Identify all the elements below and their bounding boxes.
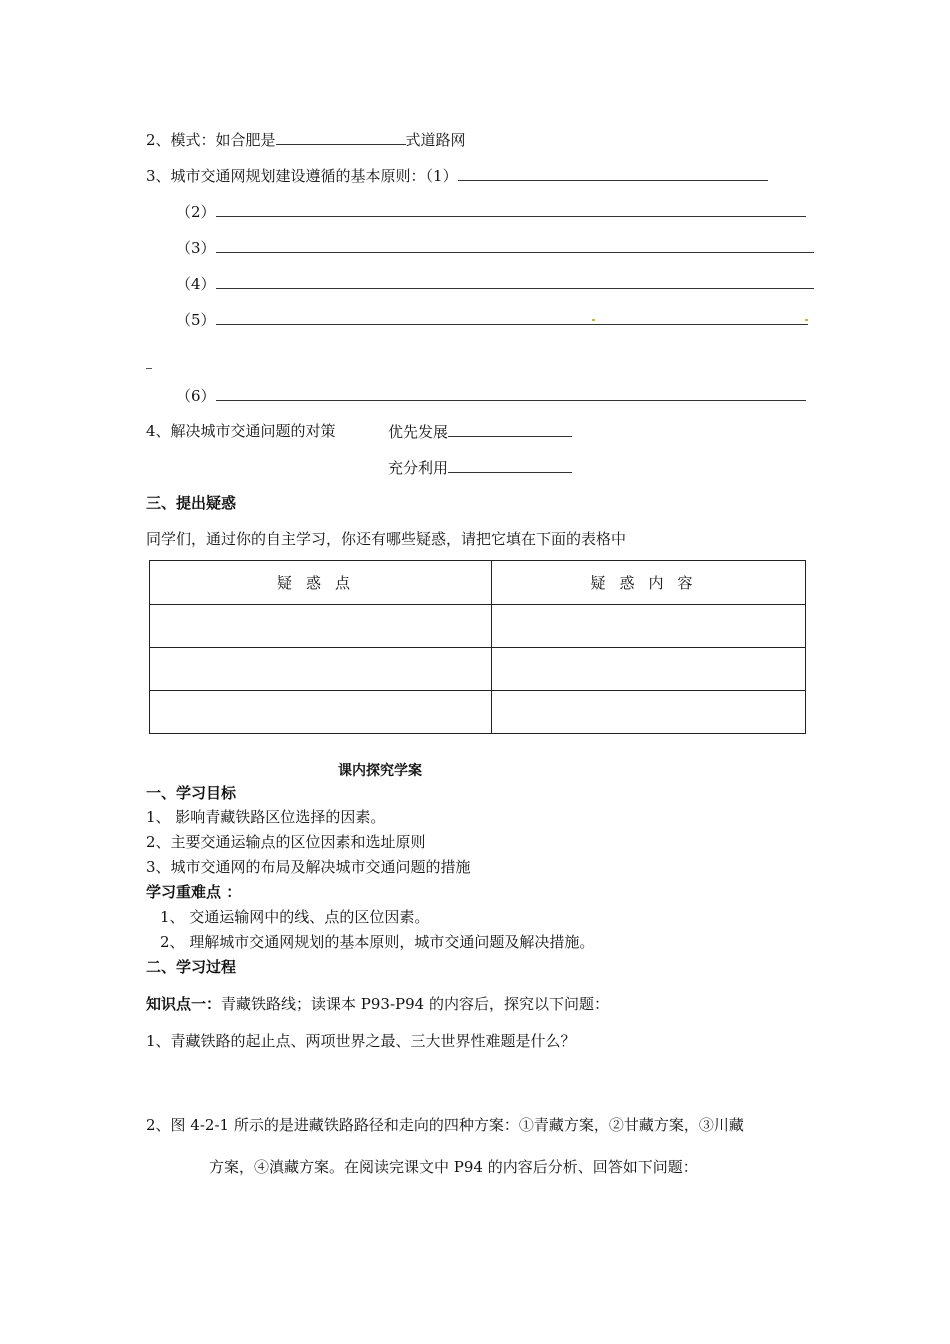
header-doubt-point: 疑惑点 [150, 561, 492, 605]
fill-blank[interactable] [216, 308, 808, 325]
header-doubt-content: 疑惑内容 [492, 561, 806, 605]
stray-underline [146, 368, 152, 369]
doubts-heading: 三、提出疑惑 [146, 494, 237, 512]
principle-label: （5） [176, 311, 216, 329]
key-points-heading: 学习重难点 ： [146, 883, 242, 901]
table-cell[interactable] [492, 648, 806, 691]
fill-blank[interactable] [458, 164, 768, 181]
table-row [150, 648, 806, 691]
goal-item: 2、主要交通运输点的区位因素和选址原则 [146, 833, 426, 851]
doubts-table [149, 560, 806, 734]
fill-blank[interactable] [216, 272, 814, 289]
edit-mark [592, 319, 595, 321]
principle-item [176, 384, 806, 406]
principle-label: （3） [176, 239, 216, 257]
key-point-item: 1、 交通运输网中的线、点的区位因素。 [160, 908, 430, 926]
knowledge-point-label: 知识点一： [146, 995, 222, 1013]
table-cell[interactable] [492, 691, 806, 734]
fill-blank[interactable] [216, 200, 806, 217]
countermeasure-a-label: 优先发展 [388, 423, 449, 441]
principle-item [176, 236, 814, 258]
question-2-prefix: 2、模式：如合肥是 [146, 131, 276, 149]
table-cell[interactable] [492, 605, 806, 648]
fill-blank[interactable] [216, 236, 814, 253]
table-header-row [150, 561, 806, 605]
principle-item [176, 272, 814, 294]
goal-item: 1、 影响青藏铁路区位选择的因素。 [146, 808, 386, 826]
case-question-1: 1、青藏铁路的起止点、两项世界之最、三大世界性难题是什么？ [146, 1032, 576, 1050]
process-heading: 二、学习过程 [146, 958, 237, 976]
knowledge-point-text: 青藏铁路线；读课本 P93-P94 的内容后，探究以下问题： [221, 995, 609, 1013]
fill-blank[interactable] [216, 384, 806, 401]
principle-item [176, 200, 806, 222]
case-question-2-line-1: 2、图 4-2-1 所示的是进藏铁路路径和走向的四种方案：①青藏方案，②甘藏方案，③川藏 [146, 1116, 744, 1134]
fill-blank[interactable] [448, 456, 572, 473]
case-title: 课内探究学案 [338, 763, 422, 779]
countermeasure-b-label: 充分利用 [388, 459, 449, 477]
doubts-intro: 同学们，通过你的自主学习，你还有哪些疑惑，请把它填在下面的表格中 [146, 530, 627, 548]
knowledge-point-1 [146, 993, 609, 1014]
principle-label: （2） [176, 203, 216, 221]
question-3-text: 3、城市交通网规划建设遵循的基本原则：（1） [146, 167, 458, 185]
question-2-suffix: 式道路网 [405, 131, 466, 149]
question-2-line [146, 128, 466, 150]
principle-label: （6） [176, 387, 216, 405]
table-cell[interactable] [150, 648, 492, 691]
edit-mark [805, 319, 808, 321]
question-4-text: 4、解决城市交通问题的对策 [146, 422, 336, 440]
table-cell[interactable] [150, 605, 492, 648]
fill-blank[interactable] [276, 128, 406, 145]
case-question-2-line-2: 方案，④滇藏方案。在阅读完课文中 P94 的内容后分析、回答如下问题： [209, 1158, 698, 1176]
principle-item [176, 308, 808, 330]
key-point-item: 2、 理解城市交通网规划的基本原则，城市交通问题及解决措施。 [160, 933, 595, 951]
goals-heading: 一、学习目标 [146, 784, 237, 802]
principle-label: （4） [176, 275, 216, 293]
table-row [150, 605, 806, 648]
countermeasure-a [388, 420, 572, 442]
goal-item: 3、城市交通网的布局及解决城市交通问题的措施 [146, 858, 471, 876]
question-3-line [146, 164, 768, 186]
countermeasure-b [388, 456, 572, 478]
table-row [150, 691, 806, 734]
fill-blank[interactable] [448, 420, 572, 437]
table-cell[interactable] [150, 691, 492, 734]
